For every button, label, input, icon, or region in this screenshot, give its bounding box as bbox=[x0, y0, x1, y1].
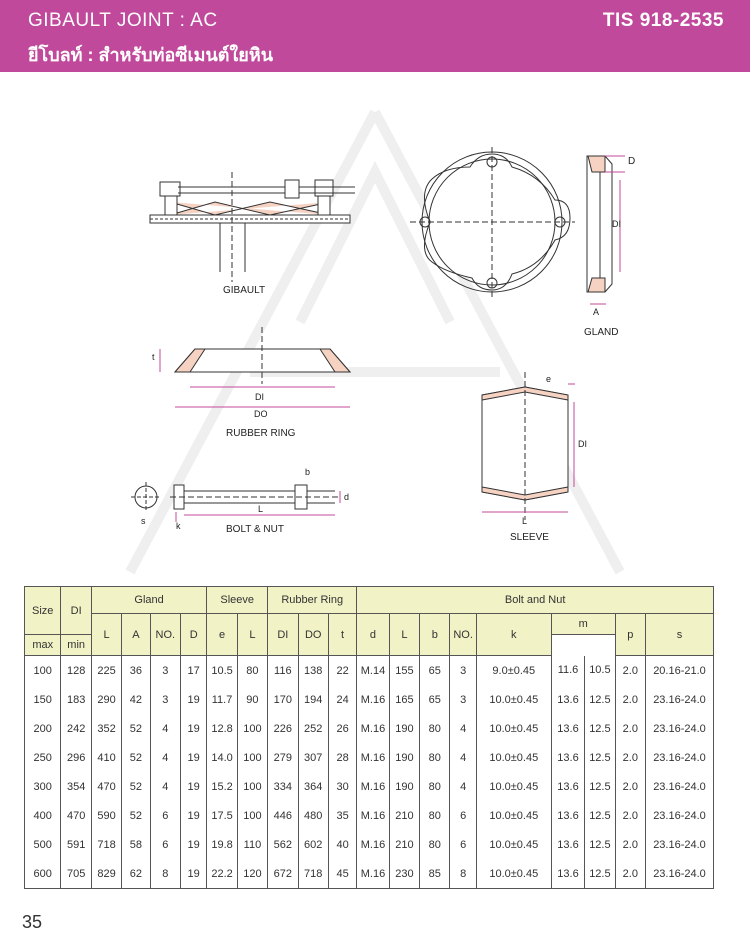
table-cell: 6 bbox=[450, 801, 476, 830]
table-cell: 602 bbox=[298, 830, 328, 859]
table-cell: 20.16-21.0 bbox=[645, 656, 713, 686]
table-cell: 65 bbox=[420, 656, 450, 686]
table-cell: 190 bbox=[389, 743, 419, 772]
table-cell: 80 bbox=[420, 743, 450, 772]
table-cell: 352 bbox=[91, 714, 121, 743]
table-cell: 13.6 bbox=[551, 743, 584, 772]
table-cell: 100 bbox=[237, 714, 267, 743]
table-cell: 52 bbox=[122, 743, 150, 772]
header-rr-do: DO bbox=[298, 614, 328, 656]
table-cell: 23.16-24.0 bbox=[645, 685, 713, 714]
table-cell: 3 bbox=[450, 685, 476, 714]
table-cell: 672 bbox=[268, 859, 298, 889]
table-cell: 23.16-24.0 bbox=[645, 743, 713, 772]
table-cell: 4 bbox=[150, 743, 180, 772]
table-cell: 80 bbox=[237, 656, 267, 686]
table-cell: 19 bbox=[181, 801, 207, 830]
table-cell: 23.16-24.0 bbox=[645, 772, 713, 801]
table-cell: 12.5 bbox=[585, 685, 615, 714]
table-cell: M.16 bbox=[357, 743, 389, 772]
table-cell: 80 bbox=[420, 801, 450, 830]
table-cell: M.16 bbox=[357, 685, 389, 714]
table-cell: 116 bbox=[268, 656, 298, 686]
table-cell: 6 bbox=[150, 830, 180, 859]
document-subtitle: ยีโบลท์ : สำหรับท่อซีเมนต์ใยหิน bbox=[28, 45, 273, 65]
table-cell: 19 bbox=[181, 859, 207, 889]
table-cell: 10.0±0.45 bbox=[476, 743, 551, 772]
table-cell: 12.5 bbox=[585, 743, 615, 772]
header-rr-di: DI bbox=[268, 614, 298, 656]
table-cell: 19 bbox=[181, 772, 207, 801]
sleeve-drawing bbox=[482, 372, 568, 520]
table-cell: 242 bbox=[61, 714, 91, 743]
table-cell: 364 bbox=[298, 772, 328, 801]
table-cell: 12.5 bbox=[585, 801, 615, 830]
table-cell: 4 bbox=[450, 772, 476, 801]
table-cell: 23.16-24.0 bbox=[645, 859, 713, 889]
table-cell: 225 bbox=[91, 656, 121, 686]
table-cell: 2.0 bbox=[615, 685, 645, 714]
table-cell: 2.0 bbox=[615, 772, 645, 801]
table-cell: 4 bbox=[450, 743, 476, 772]
gland-a-label: A bbox=[593, 307, 600, 317]
table-cell: 100 bbox=[25, 656, 61, 686]
table-cell: 230 bbox=[389, 859, 419, 889]
page-header bbox=[0, 0, 750, 72]
table-cell: 2.0 bbox=[615, 859, 645, 889]
table-cell: 480 bbox=[298, 801, 328, 830]
document-title: GIBAULT JOINT : AC bbox=[28, 10, 218, 31]
table-row bbox=[25, 801, 714, 830]
header-gland-l: L bbox=[91, 614, 121, 656]
table-row bbox=[25, 685, 714, 714]
table-cell: 36 bbox=[122, 656, 150, 686]
table-cell: 13.6 bbox=[551, 801, 584, 830]
header-bn-l: L bbox=[389, 614, 419, 656]
header-m-max: max bbox=[25, 635, 61, 656]
table-cell: M.16 bbox=[357, 801, 389, 830]
sleeve-di-label: DI bbox=[578, 439, 587, 449]
rubber-ring-di-label: DI bbox=[255, 392, 264, 402]
table-row bbox=[25, 656, 714, 686]
table-cell: 4 bbox=[150, 772, 180, 801]
header-rubber-ring: Rubber Ring bbox=[268, 587, 357, 614]
table-cell: 138 bbox=[298, 656, 328, 686]
table-cell: 10.0±0.45 bbox=[476, 685, 551, 714]
gland-label: GLAND bbox=[584, 327, 619, 338]
table-cell: 10.0±0.45 bbox=[476, 801, 551, 830]
table-cell: 10.0±0.45 bbox=[476, 714, 551, 743]
header-di: DI bbox=[61, 587, 91, 635]
table-cell: 9.0±0.45 bbox=[476, 656, 551, 686]
table-cell: 210 bbox=[389, 801, 419, 830]
header-bolt-nut: Bolt and Nut bbox=[357, 587, 714, 614]
table-cell: 17.5 bbox=[207, 801, 237, 830]
specification-table bbox=[24, 586, 714, 889]
table-cell: 210 bbox=[389, 830, 419, 859]
table-cell: 65 bbox=[420, 685, 450, 714]
header-sleeve: Sleeve bbox=[207, 587, 268, 614]
table-cell: 2.0 bbox=[615, 801, 645, 830]
table-row bbox=[25, 859, 714, 889]
table-cell: 62 bbox=[122, 859, 150, 889]
table-cell: 4 bbox=[450, 714, 476, 743]
table-cell: 252 bbox=[298, 714, 328, 743]
table-cell: 19.8 bbox=[207, 830, 237, 859]
table-cell: 13.6 bbox=[551, 714, 584, 743]
table-cell: 80 bbox=[420, 772, 450, 801]
rubber-ring-t-label: t bbox=[152, 352, 155, 362]
table-cell: 590 bbox=[91, 801, 121, 830]
table-cell: 2.0 bbox=[615, 656, 645, 686]
table-cell: 11.7 bbox=[207, 685, 237, 714]
table-cell: 250 bbox=[25, 743, 61, 772]
table-cell: 2.0 bbox=[615, 714, 645, 743]
table-cell: 2.0 bbox=[615, 743, 645, 772]
bolt-k-label: k bbox=[176, 521, 181, 531]
table-cell: 334 bbox=[268, 772, 298, 801]
table-cell: 19 bbox=[181, 830, 207, 859]
table-cell: 279 bbox=[268, 743, 298, 772]
table-cell: 10.5 bbox=[585, 656, 615, 686]
table-cell: 52 bbox=[122, 772, 150, 801]
table-cell: 45 bbox=[328, 859, 356, 889]
table-cell: 13.6 bbox=[551, 685, 584, 714]
table-cell: 165 bbox=[389, 685, 419, 714]
table-cell: 24 bbox=[328, 685, 356, 714]
header-m: m bbox=[551, 614, 615, 635]
table-cell: 13.6 bbox=[551, 859, 584, 889]
table-cell: 705 bbox=[61, 859, 91, 889]
rubber-ring-do-label: DO bbox=[254, 409, 268, 419]
table-cell: 718 bbox=[298, 859, 328, 889]
table-row bbox=[25, 714, 714, 743]
gland-side-drawing bbox=[587, 156, 612, 292]
table-cell: 19 bbox=[181, 743, 207, 772]
table-cell: 128 bbox=[61, 656, 91, 686]
table-cell: 85 bbox=[420, 859, 450, 889]
table-cell: 829 bbox=[91, 859, 121, 889]
table-cell: 4 bbox=[150, 714, 180, 743]
header-gland-no: NO. bbox=[150, 614, 180, 656]
sleeve-label: SLEEVE bbox=[510, 532, 549, 543]
table-cell: 170 bbox=[268, 685, 298, 714]
table-cell: 150 bbox=[25, 685, 61, 714]
table-cell: 10.0±0.45 bbox=[476, 830, 551, 859]
table-cell: 3 bbox=[450, 656, 476, 686]
gland-d-label: D bbox=[628, 156, 636, 167]
table-cell: 13.6 bbox=[551, 830, 584, 859]
table-cell: 12.5 bbox=[585, 859, 615, 889]
table-cell: 10.0±0.45 bbox=[476, 859, 551, 889]
table-cell: 28 bbox=[328, 743, 356, 772]
table-cell: 6 bbox=[450, 830, 476, 859]
table-cell: 12.5 bbox=[585, 830, 615, 859]
table-cell: 400 bbox=[25, 801, 61, 830]
table-cell: 600 bbox=[25, 859, 61, 889]
table-cell: 12.5 bbox=[585, 714, 615, 743]
table-cell: 155 bbox=[389, 656, 419, 686]
table-cell: 13.6 bbox=[551, 772, 584, 801]
header-sleeve-l: L bbox=[237, 614, 267, 656]
header-gland-a: A bbox=[122, 614, 150, 656]
sleeve-l-label: L bbox=[522, 516, 528, 526]
standard-number: TIS 918-2535 bbox=[602, 10, 724, 31]
table-cell: 6 bbox=[150, 801, 180, 830]
table-cell: 470 bbox=[61, 801, 91, 830]
header-bn-k: k bbox=[476, 614, 551, 656]
table-row bbox=[25, 830, 714, 859]
table-cell: 80 bbox=[420, 830, 450, 859]
table-cell: 19 bbox=[181, 714, 207, 743]
rubber-ring-label: RUBBER RING bbox=[226, 428, 296, 439]
table-cell: 562 bbox=[268, 830, 298, 859]
table-cell: M.16 bbox=[357, 772, 389, 801]
table-cell: 110 bbox=[237, 830, 267, 859]
bolt-l-label: L bbox=[258, 504, 264, 514]
table-row bbox=[25, 772, 714, 801]
table-cell: 26 bbox=[328, 714, 356, 743]
table-cell: 40 bbox=[328, 830, 356, 859]
table-cell: M.16 bbox=[357, 859, 389, 889]
table-cell: 52 bbox=[122, 801, 150, 830]
table-cell: 17 bbox=[181, 656, 207, 686]
bolt-d-label: d bbox=[344, 492, 350, 502]
table-cell: 8 bbox=[450, 859, 476, 889]
table-cell: M.16 bbox=[357, 714, 389, 743]
table-cell: 470 bbox=[91, 772, 121, 801]
table-cell: 3 bbox=[150, 656, 180, 686]
table-cell: 35 bbox=[328, 801, 356, 830]
table-cell: 183 bbox=[61, 685, 91, 714]
table-cell: 58 bbox=[122, 830, 150, 859]
table-cell: 354 bbox=[61, 772, 91, 801]
bolt-s-label: s bbox=[141, 516, 146, 526]
table-cell: 10.5 bbox=[207, 656, 237, 686]
header-gland: Gland bbox=[91, 587, 206, 614]
header-sleeve-e: e bbox=[207, 614, 237, 656]
table-cell: 8 bbox=[150, 859, 180, 889]
table-cell: 23.16-24.0 bbox=[645, 714, 713, 743]
table-cell: 200 bbox=[25, 714, 61, 743]
table-cell: 100 bbox=[237, 772, 267, 801]
header-bn-no: NO. bbox=[450, 614, 476, 656]
table-cell: 300 bbox=[25, 772, 61, 801]
header-m-min: min bbox=[61, 635, 91, 656]
header-size: Size bbox=[25, 587, 61, 635]
table-cell: 3 bbox=[150, 685, 180, 714]
specification-table-body bbox=[25, 656, 714, 889]
bolt-nut-label: BOLT & NUT bbox=[226, 524, 284, 535]
technical-drawing bbox=[0, 72, 750, 582]
gland-front-drawing bbox=[410, 147, 575, 297]
table-cell: 100 bbox=[237, 743, 267, 772]
table-row bbox=[25, 743, 714, 772]
table-cell: 30 bbox=[328, 772, 356, 801]
table-cell: 42 bbox=[122, 685, 150, 714]
table-cell: 12.8 bbox=[207, 714, 237, 743]
table-cell: 23.16-24.0 bbox=[645, 801, 713, 830]
table-cell: M.16 bbox=[357, 830, 389, 859]
table-cell: 11.6 bbox=[551, 656, 584, 686]
header-bn-p: p bbox=[615, 614, 645, 656]
table-cell: 15.2 bbox=[207, 772, 237, 801]
table-cell: 410 bbox=[91, 743, 121, 772]
table-cell: 296 bbox=[61, 743, 91, 772]
header-bn-d: d bbox=[357, 614, 389, 656]
table-cell: 194 bbox=[298, 685, 328, 714]
table-cell: 52 bbox=[122, 714, 150, 743]
table-cell: 22 bbox=[328, 656, 356, 686]
table-cell: 22.2 bbox=[207, 859, 237, 889]
table-cell: 591 bbox=[61, 830, 91, 859]
table-cell: 226 bbox=[268, 714, 298, 743]
table-cell: 19 bbox=[181, 685, 207, 714]
header-rr-t: t bbox=[328, 614, 356, 656]
table-cell: 14.0 bbox=[207, 743, 237, 772]
gibault-label: GIBAULT bbox=[223, 285, 266, 296]
table-cell: 23.16-24.0 bbox=[645, 830, 713, 859]
table-cell: 80 bbox=[420, 714, 450, 743]
table-cell: 446 bbox=[268, 801, 298, 830]
table-cell: 100 bbox=[237, 801, 267, 830]
page-number: 35 bbox=[22, 912, 43, 932]
header-gland-d: D bbox=[181, 614, 207, 656]
table-cell: 190 bbox=[389, 772, 419, 801]
gland-di-label: DI bbox=[612, 219, 621, 229]
header-bn-b: b bbox=[420, 614, 450, 656]
sleeve-e-label: e bbox=[546, 374, 552, 384]
table-cell: 307 bbox=[298, 743, 328, 772]
table-cell: 718 bbox=[91, 830, 121, 859]
bolt-b-label: b bbox=[305, 467, 311, 477]
header-bn-s: s bbox=[645, 614, 713, 656]
table-cell: 190 bbox=[389, 714, 419, 743]
table-cell: 12.5 bbox=[585, 772, 615, 801]
table-cell: 290 bbox=[91, 685, 121, 714]
table-cell: 120 bbox=[237, 859, 267, 889]
table-cell: 90 bbox=[237, 685, 267, 714]
table-cell: 2.0 bbox=[615, 830, 645, 859]
table-cell: M.14 bbox=[357, 656, 389, 686]
table-cell: 10.0±0.45 bbox=[476, 772, 551, 801]
table-cell: 500 bbox=[25, 830, 61, 859]
